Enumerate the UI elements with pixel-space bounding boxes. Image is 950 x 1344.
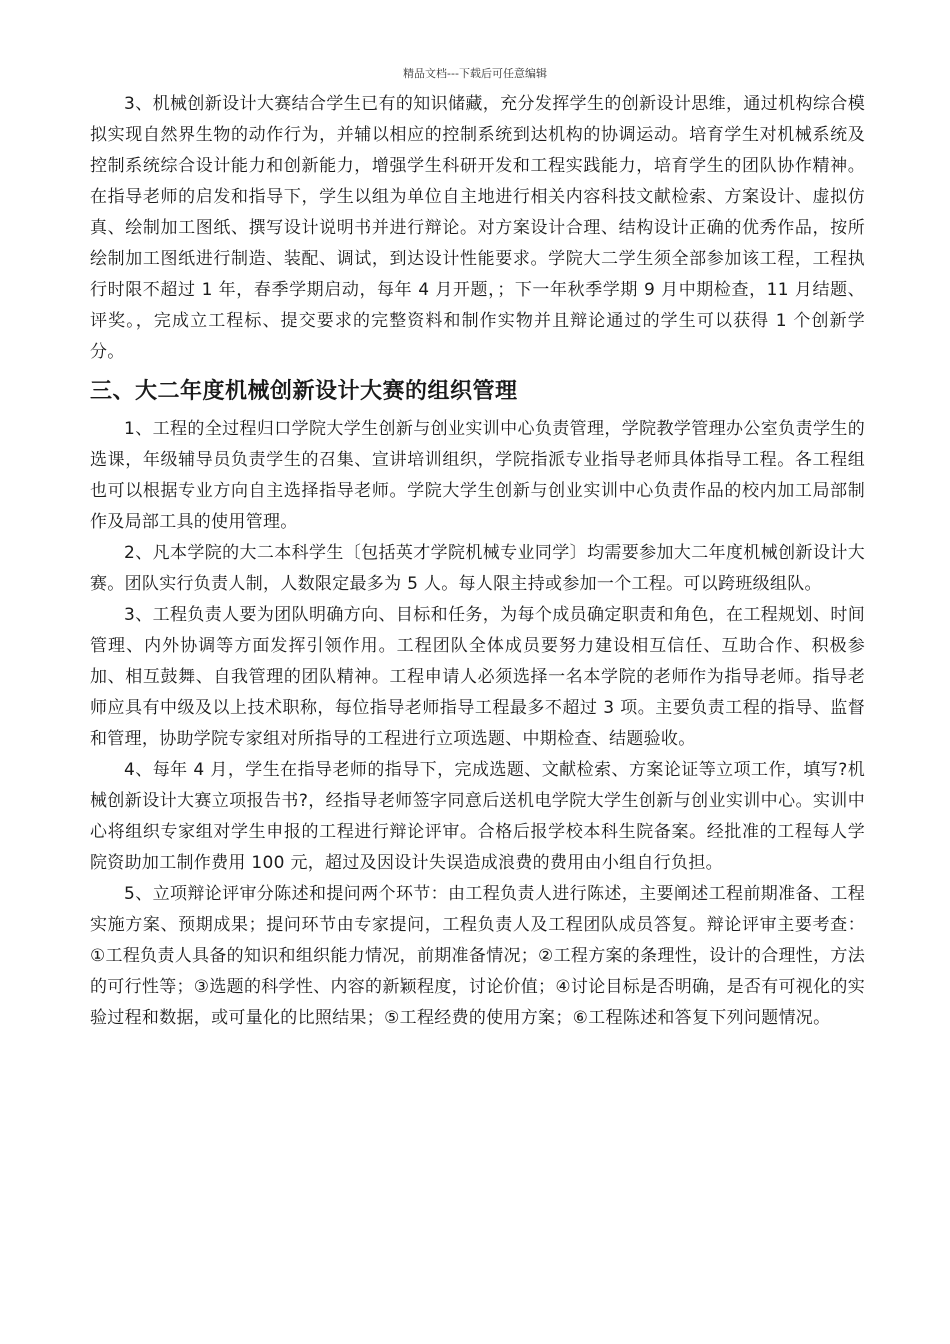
section-heading: 三、大二年度机械创新设计大赛的组织管理 [90, 379, 518, 404]
paragraph-item-3: 3、工程负责人要为团队明确方向、目标和任务，为每个成员确定职责和角色，在工程规划、时间管理、内外协调等方面发挥引领作用。工程团队全体成员要努力建设相互信任、互助合作、积极参加、相互鼓舞、自我管理的团队精神。工程申请人必须选择一名本学院的老师作为指导老师。指导老师应具有中级及以上技术职称，每位指导老师指导工程最多不超过 3 项。主要负责工程的指导、监督和管理，协助学院专家组对所指导的工程进行立项选题、中期检查、结题验收。 [90, 605, 865, 749]
page-header: 精品文档---下载后可任意编辑 [403, 67, 547, 80]
paragraph-intro-3: 3、机械创新设计大赛结合学生已有的知识储藏，充分发挥学生的创新设计思维，通过机构综合模拟实现自然界生物的动作行为，并辅以相应的控制系统到达机构的协调运动。培育学生对机械系统及控制系统综合设计能力和创新能力，增强学生科研开发和工程实践能力，培育学生的团队协作精神。在指导老师的启发和指导下，学生以组为单位自主地进行相关内容科技文献检索、方案设计、虚拟仿真、绘制加工图纸、撰写设计说明书并进行辩论。对方案设计合理、结构设计正确的优秀作品，按所绘制加工图纸进行制造、装配、调试，到达设计性能要求。学院大二学生须全部参加该工程，工程执行时限不超过 1 年，春季学期启动，每年 4 月开题，；下一年秋季学期 9 月中期检查，11 月结题、评奖。，完成立工程标、提交要求的完整资料和制作实物并且辩论通过的学生可以获得 1 个创新学分。 [90, 94, 865, 362]
paragraph-item-5: 5、立项辩论评审分陈述和提问两个环节：由工程负责人进行陈述，主要阐述工程前期准备、工程实施方案、预期成果；提问环节由专家提问，工程负责人及工程团队成员答复。辩论评审主要考查：①工程负责人具备的知识和组织能力情况，前期准备情况；②工程方案的条理性，设计的合理性，方法的可行性等；③选题的科学性、内容的新颖程度，讨论价值；④讨论目标是否明确，是否有可视化的实验过程和数据，或可量化的比照结果；⑤工程经费的使用方案；⑥工程陈述和答复下列问题情况。 [90, 884, 865, 1028]
document-body [90, 89, 865, 1034]
paragraph-item-4: 4、每年 4 月，学生在指导老师的指导下，完成选题、文献检索、方案论证等立项工作，填写?机械创新设计大赛立项报告书?，经指导老师签字同意后送机电学院大学生创新与创业实训中心。实训中心将组织专家组对学生申报的工程进行辩论评审。合格后报学校本科生院备案。经批准的工程每人学院资助加工制作费用 100 元，超过及因设计失误造成浪费的费用由小组自行负担。 [90, 760, 865, 873]
paragraph-item-2: 2、凡本学院的大二本科学生〔包括英才学院机械专业同学〕均需要参加大二年度机械创新设计大赛。团队实行负责人制，人数限定最多为 5 人。每人限主持或参加一个工程。可以跨班级组队。 [90, 543, 865, 594]
paragraph-item-1: 1、工程的全过程归口学院大学生创新与创业实训中心负责管理，学院教学管理办公室负责学生的选课，年级辅导员负责学生的召集、宣讲培训组织，学院指派专业指导老师具体指导工程。各工程组也可以根据专业方向自主选择指导老师。学院大学生创新与创业实训中心负责作品的校内加工局部制作及局部工具的使用管理。 [90, 419, 865, 532]
